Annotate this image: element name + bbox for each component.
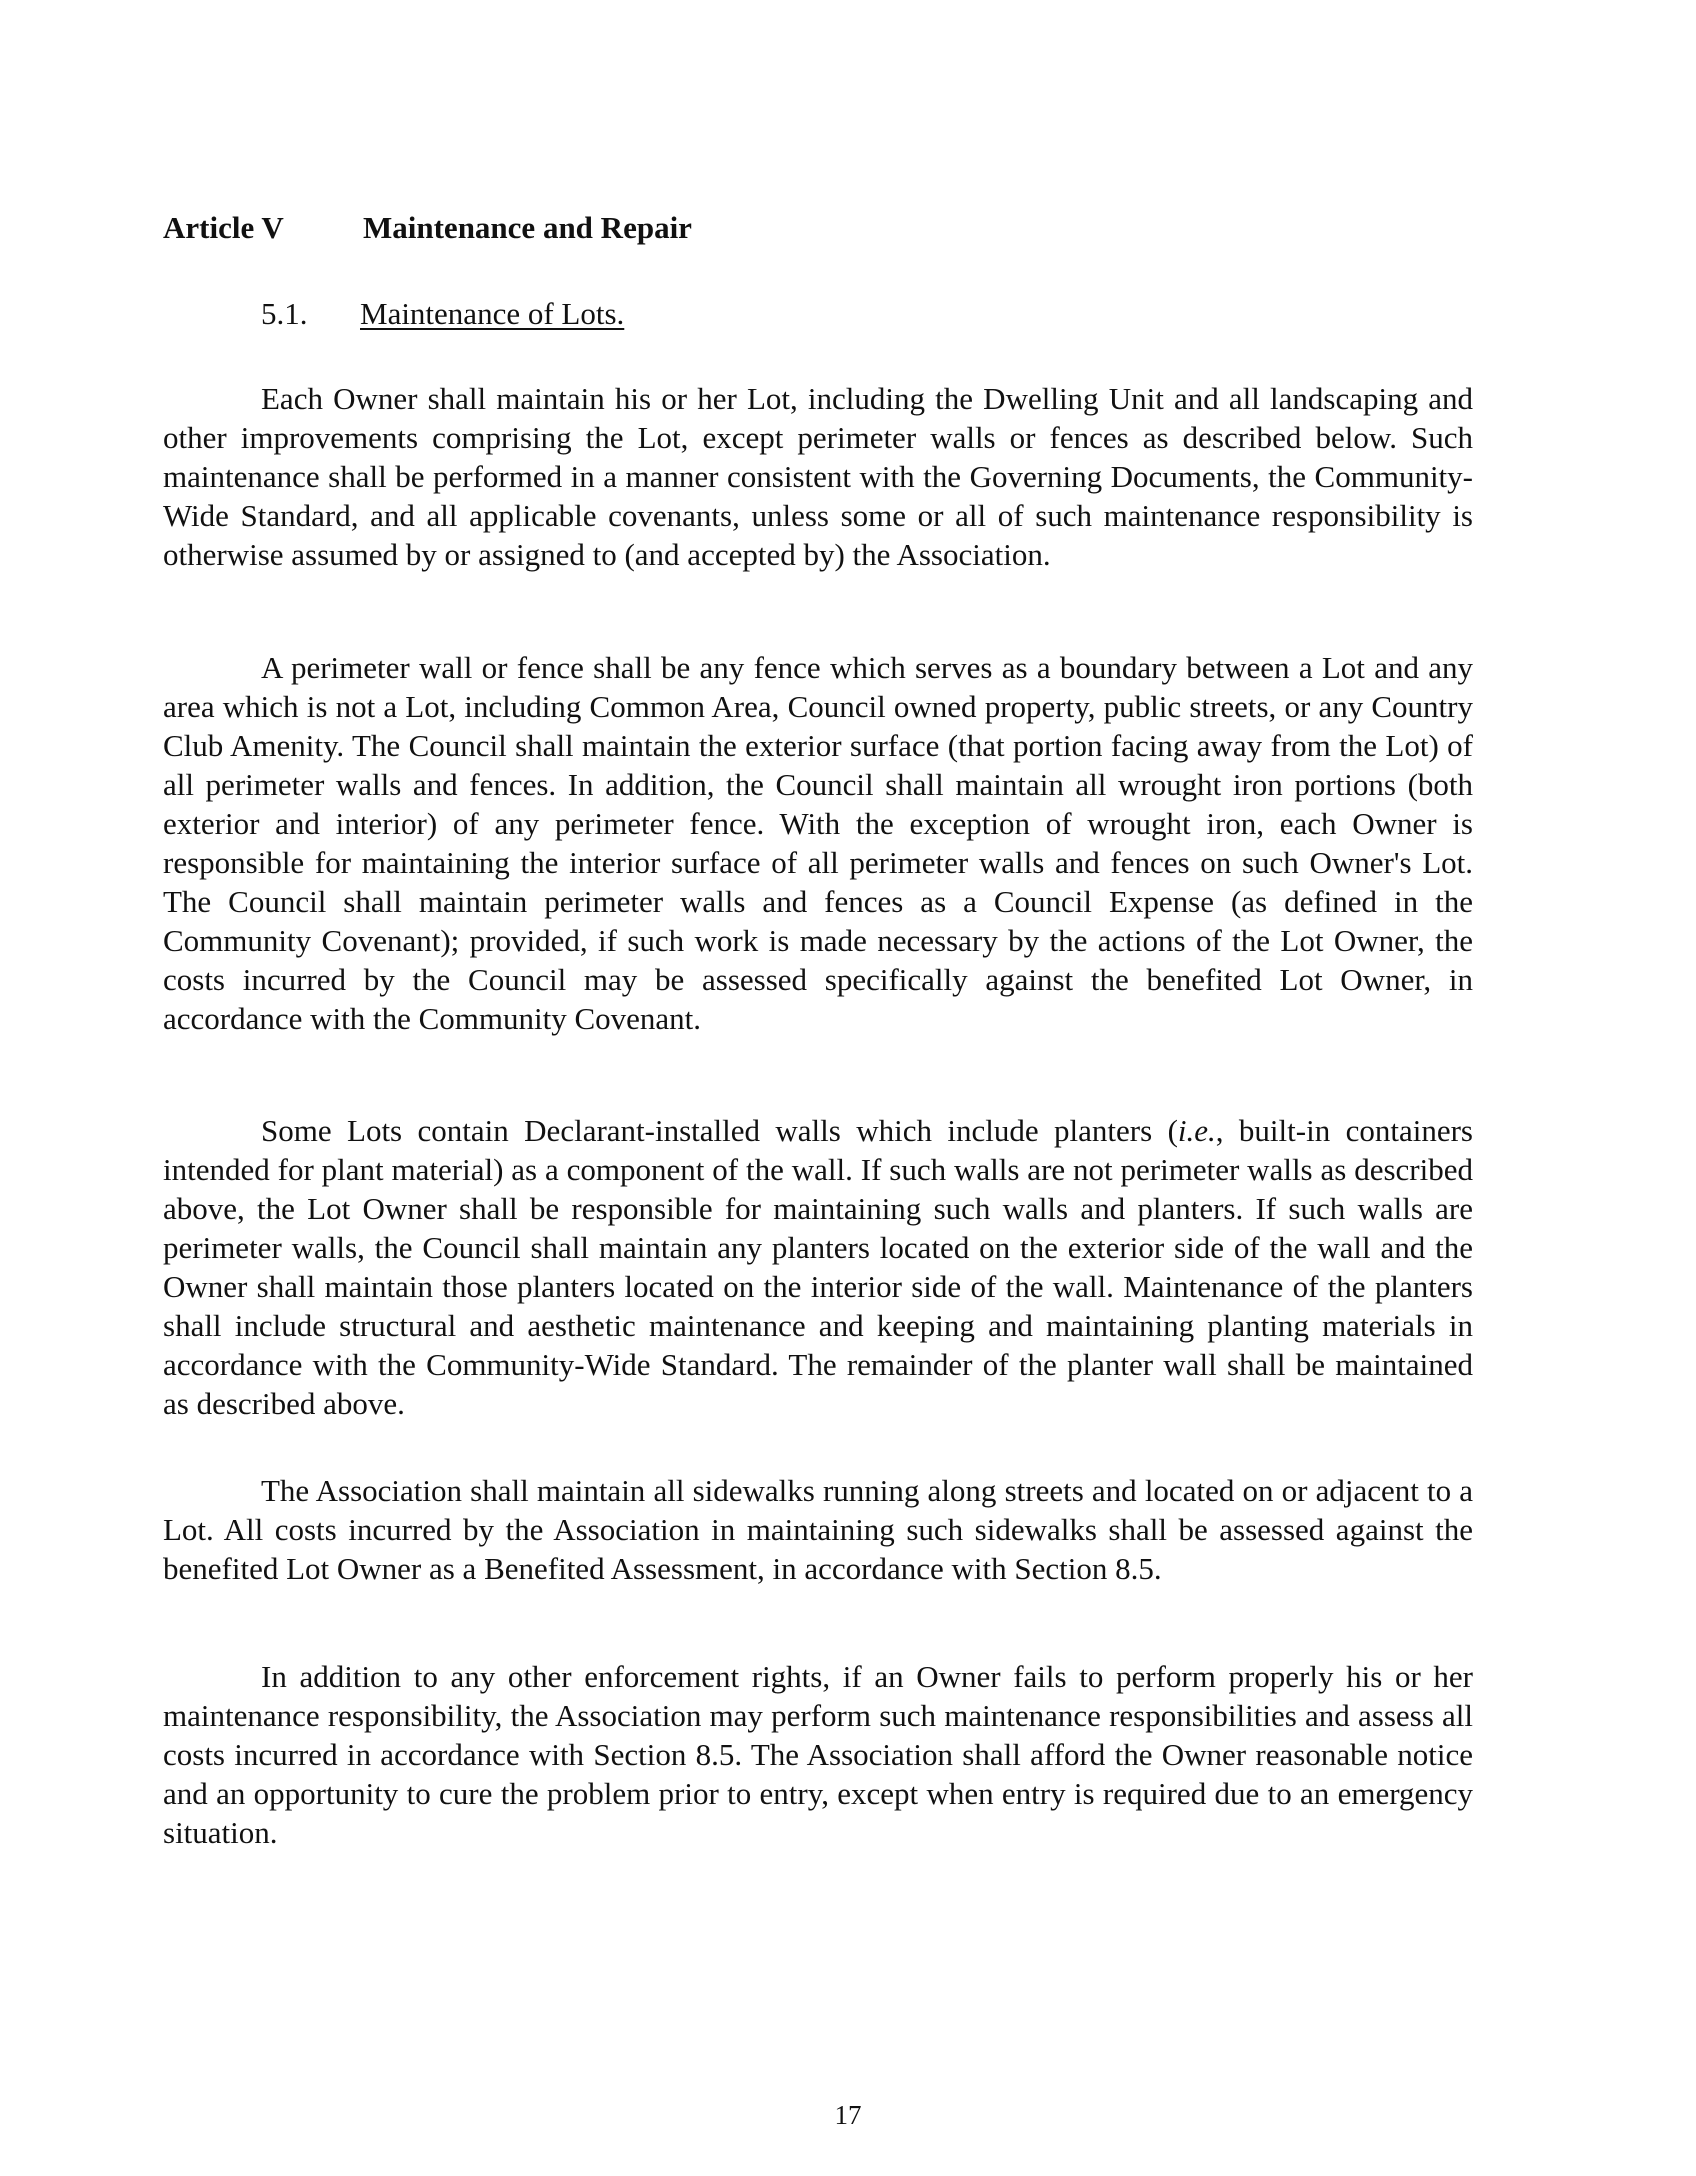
paragraph-planters-part-2: , built-in containers intended for plant material) as a component of the wall. If such walls are not perimeter walls as described above, the Lot Owner shall be responsible for maintaining such walls and planters. If such walls are perimeter walls, the Council shall maintain any planters located on the exterior side of the wall and the Owner shall maintain those planters located on the interior side of the wall. Maintenance of the planters shall include structural and aesthetic maintenance and keeping and maintaining planting materials in accordance with the Community-Wide Standard. The remainder of the planter wall shall be maintained as described above. bbox=[163, 1113, 1473, 1421]
paragraph-perimeter-walls: A perimeter wall or fence shall be any fence which serves as a boundary between a Lot and any area which is not a Lot, including Common Area, Council owned property, public streets, or any Country Club Amenity. The Council shall maintain the exterior surface (that portion facing away from the Lot) of all perimeter walls and fences. In addition, the Council shall maintain all wrought iron portions (both exterior and interior) of any perimeter fence. With the exception of wrought iron, each Owner is responsible for maintaining the interior surface of all perimeter walls and fences on such Owner's Lot. The Council shall maintain perimeter walls and fences as a Council Expense (as defined in the Community Covenant); provided, if such work is made necessary by the actions of the Lot Owner, the costs incurred by the Council may be assessed specifically against the benefited Lot Owner, in accordance with the Community Covenant. bbox=[163, 650, 1473, 1036]
article-title: Maintenance and Repair bbox=[363, 210, 692, 245]
article-heading bbox=[163, 210, 692, 246]
paragraph-planters-part-1: Some Lots contain Declarant-installed walls which include planters ( bbox=[261, 1113, 1178, 1148]
paragraph-planters-italic: i.e. bbox=[1177, 1113, 1216, 1148]
paragraph-owner-maintenance: Each Owner shall maintain his or her Lot, including the Dwelling Unit and all landscaping and other improvements comprising the Lot, except perimeter walls or fences as described below. Such maintenance shall be performed in a manner consistent with the Governing Documents, the Community-Wide Standard, and all applicable covenants, unless some or all of such maintenance responsibility is otherwise assumed by or assigned to (and accepted by) the Association. bbox=[163, 381, 1473, 572]
article-number: Article V bbox=[163, 210, 284, 245]
section-number: 5.1. bbox=[261, 296, 308, 331]
paragraph-sidewalks: The Association shall maintain all sidewalks running along streets and located on or adjacent to a Lot. All costs incurred by the Association in maintaining such sidewalks shall be assessed against the benefited Lot Owner as a Benefited Assessment, in accordance with Section 8.5. bbox=[163, 1473, 1473, 1586]
page-number: 17 bbox=[834, 2100, 862, 2130]
section-heading bbox=[261, 296, 624, 332]
section-title: Maintenance of Lots. bbox=[360, 296, 625, 331]
paragraph-planters bbox=[163, 1111, 1473, 1423]
paragraph-enforcement: In addition to any other enforcement rights, if an Owner fails to perform properly his or her maintenance responsibility, the Association may perform such maintenance responsibilities and assess all costs incurred in accordance with Section 8.5. The Association shall afford the Owner reasonable notice and an opportunity to cure the problem prior to entry, except when entry is required due to an emergency situation. bbox=[163, 1659, 1473, 1850]
